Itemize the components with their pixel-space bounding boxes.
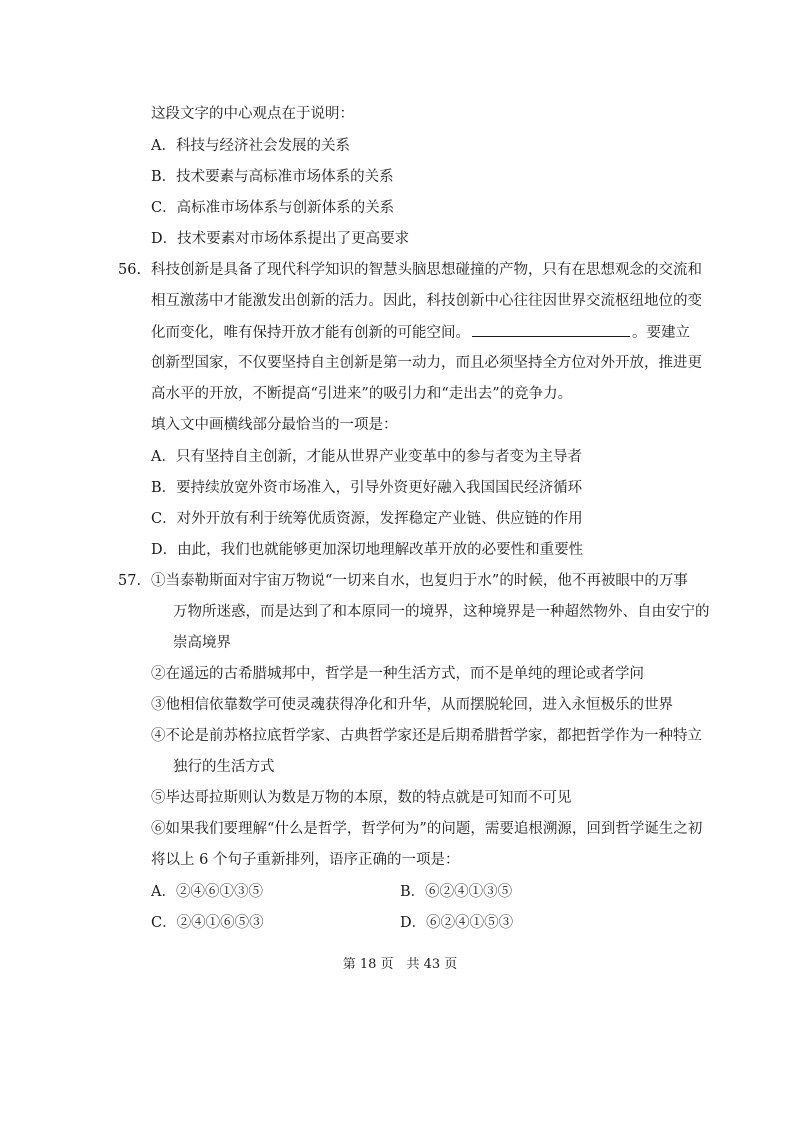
q57-s6: ⑥如果我们要理解“什么是哲学，哲学何为”的问题，需要追根溯源，回到哲学诞生之初 [151,821,703,837]
q57-s2: ②在遥远的古希腊城邦中，哲学是一种生活方式，而不是单纯的理论或者学问 [151,666,644,682]
q56-blank [472,322,630,337]
q57-s5: ⑤毕达哥拉斯则认为数是万物的本原，数的特点就是可知而不可见 [151,790,572,806]
q56-option-c: C．对外开放有利于统筹优质资源，发挥稳定产业链、供应链的作用 [151,511,583,527]
q57-s4-line-2: 独行的生活方式 [173,759,275,775]
q57-option-c: C．②④①⑥⑤③ [151,915,264,931]
q57-line-1 [118,571,688,591]
q56-text-3b: 。要建立 [632,325,690,341]
q56-number: 56. [118,262,142,278]
q57-s4-line-1: ④不论是前苏格拉底哲学家、古典哲学家还是后期希腊哲学家，都把哲学作为一种特立 [151,728,702,744]
q55-option-a: A．科技与经济社会发展的关系 [151,138,350,154]
q57-option-a: A．②④⑥①③⑤ [151,884,263,900]
q57-s3: ③他相信依靠数学可使灵魂获得净化和升华，从而摆脱轮回，进入永恒极乐的世界 [151,697,673,713]
q55-stem: 这段文字的中心观点在于说明： [151,106,354,122]
q56-option-d: D．由此，我们也就能够更加深切地理解改革开放的必要性和重要性 [151,542,584,558]
q56-line-3 [151,322,690,343]
q57-s1-line-1: ①当泰勒斯面对宇宙万物说“一切来自水，也复归于水”的时候，他不再被眼中的万事 [151,573,688,589]
q57-number: 57. [118,573,142,589]
q56-text-5: 高水平的开放，不断提高“引进来”的吸引力和“走出去”的竞争力。 [151,386,573,402]
q57-s1-line-3: 崇高境界 [173,635,231,651]
q57-option-b: B．⑥②④①③⑤ [400,884,513,900]
q56-option-a: A．只有坚持自主创新，才能从世界产业变革中的参与者变为主导者 [151,449,582,465]
q55-option-b: B．技术要素与高标准市场体系的关系 [151,169,394,185]
q56-stem: 填入文中画横线部分最恰当的一项是： [151,417,398,433]
page-footer: 第 18 页 共 43 页 [342,957,458,972]
q56-text-1: 科技创新是具备了现代科学知识的智慧头脑思想碰撞的产物，只有在思想观念的交流和 [151,262,702,278]
q57-stem: 将以上 6 个句子重新排列，语序正确的一项是： [151,852,460,868]
q57-s1-line-2: 万物所迷惑，而是达到了和本原同一的境界，这种境界是一种超然物外、自由安宁的 [173,604,710,620]
q56-option-b: B．要持续放宽外资市场准入，引导外资更好融入我国国民经济循环 [151,480,583,496]
q56-text-3: 化而变化，唯有保持开放才能有创新的可能空间。 [151,325,470,341]
q55-option-c: C．高标准市场体系与创新体系的关系 [151,200,395,216]
q56-line-1 [118,260,702,280]
q57-option-d: D．⑥②④①⑤③ [400,915,514,931]
q56-text-4: 创新型国家，不仅要坚持自主创新是第一动力，而且必须坚持全方位对外开放，推进更 [151,355,702,371]
q55-option-d: D．技术要素对市场体系提出了更高要求 [151,231,410,247]
q56-text-2: 相互激荡中才能激发出创新的活力。因此，科技创新中心往往因世界交流枢纽地位的变 [151,293,702,309]
